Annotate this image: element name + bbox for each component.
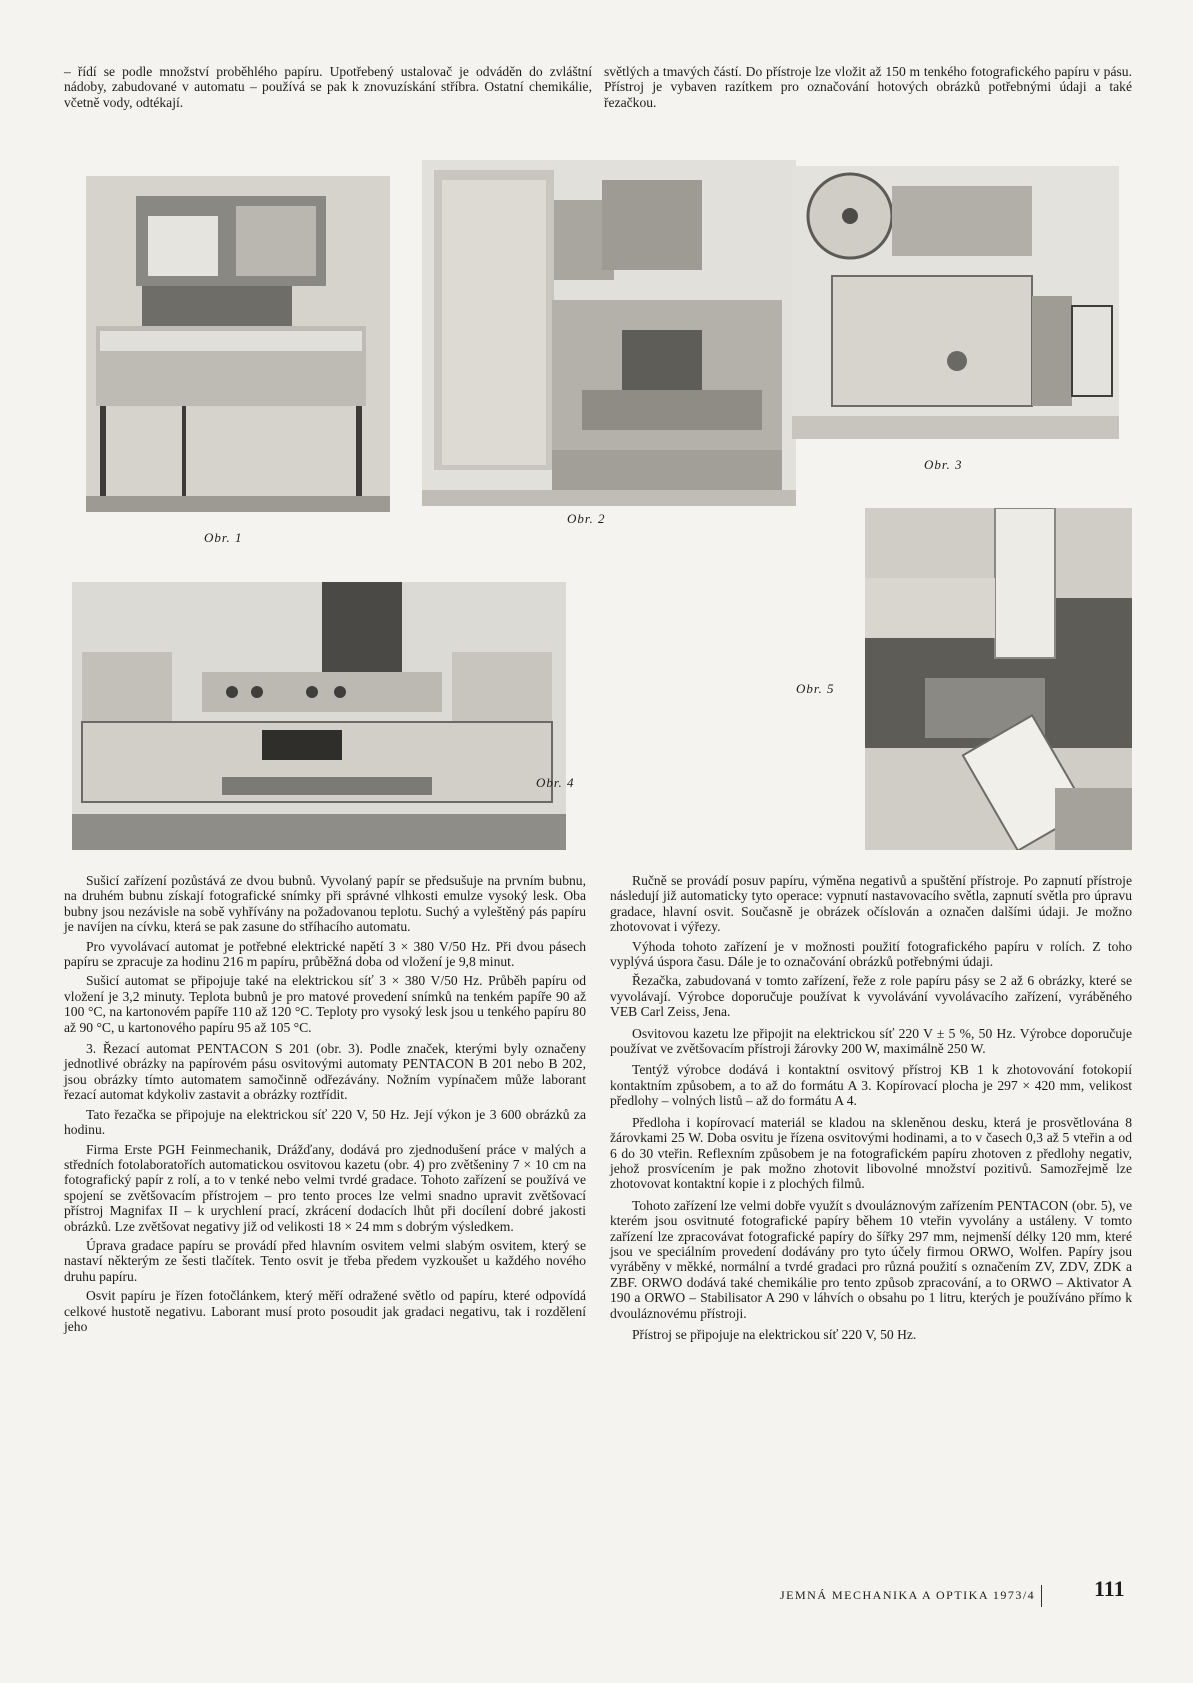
figure-5-caption: Obr. 5 xyxy=(796,681,835,696)
journal-name: JEMNÁ MECHANIKA A OPTIKA 1973/4 xyxy=(780,1587,1036,1602)
figure-4-photo xyxy=(72,582,566,850)
figure-2-photo xyxy=(422,160,796,506)
figure-3-photo xyxy=(792,166,1119,439)
journal-footer xyxy=(780,1585,1048,1607)
figure-4-caption: Obr. 4 xyxy=(536,775,575,790)
footer-divider xyxy=(1041,1585,1042,1607)
figure-2-caption: Obr. 2 xyxy=(567,511,606,526)
page-number: 111 xyxy=(1094,1576,1125,1601)
figure-3-caption: Obr. 3 xyxy=(924,457,963,472)
left-column-text: Sušicí zařízení pozůstává ze dvou bubnů. Vyvolaný papír se předsušuje na prvním bubnu, na druhém bubnu získají fotografické snímky při správné vlhkosti emulze vysoký lesk. Oba bubny jsou nezávisle na sobě vyhřívány na požadovanou teplotu. Suchý a vyleštěný pás papíru je navíjen na cívku, která se pak zasune do stříhacího automatu. Pro vyvolávací automat je potřebné elektrické napětí 3 × 380 V/50 Hz. Při dvou pásech papíru se zpracuje za hodinu 216 m papíru, průběžná doba od vložení je 9,8 minut. Sušicí automat se připojuje také na elektrickou síť 3 × 380 V/50 Hz. Průběh papíru od vložení je 3,2 minuty. Teplota bubnů je pro matové provedení snímků na tenkém papíře 90 až 100 °C, na kartonovém papíře 110 až 120 °C. Teploty pro vysoký lesk jsou u tenkého papíru 80 až 90 °C, u kartonového papíru 95 až 105 °C. 3. Řezací automat PENTACON S 201 (obr. 3). Podle značek, kterými byly označeny jednotlivé obrázky na papírovém pásu osvitovými automaty PENTACON B 201 nebo B 202, jsou obrázky tímto automatem samočinně odřezávány. Nožním vypínačem může laborant řezací automat kdykoliv zastavit a obrázky roztřídit. Tato řezačka se připojuje na elektrickou síť 220 V, 50 Hz. Její výkon je 3 600 obrázků za hodinu. Firma Erste PGH Feinmechanik, Drážďany, dodává pro zjednodušení práce v malých a středních fotolaboratořích automatickou osvitovou kazetu (obr. 4) pro zvětšeniny 7 × 10 cm na fotografický papír z rolí, a to v tenké nebo velmi tvrdé gradace. Tohoto zařízení se používá ve spojení se zvětšovacím přístrojem – pro tento proces lze velmi snadno upravit zvětšovací přístroj Magnifax II – k urychlení prací, zkrácení dodacích lhůt při docílení dobré jakosti obrázků. Lze zvětšovat negativy již od velikosti 18 × 24 mm s dobrým výsledkem. Úprava gradace papíru se provádí před hlavním osvitem velmi slabým osvitem, který se nastaví některým ze šesti tlačítek. Tento osvit je třeba předem vyzkoušet u každého nového druhu papíru. Osvit papíru je řízen fotočlánkem, který měří odražené světlo od papíru, které odpovídá celkové hustotě negativu. Laborant musí proto posoudit jak gradaci negativu, tak i rozdělení jeho xyxy=(64,873,586,1334)
figure-5-photo xyxy=(865,508,1132,850)
top-left-paragraph: – řídí se podle množství proběhlého papíru. Upotřebený ustalovač je odváděn do zvláštní nádoby, zabudované v automatu – používá se pak k znovuzískání stříbra. Ostatní chemikálie, včetně vody, odtékají. xyxy=(64,64,592,110)
right-column-text: Ručně se provádí posuv papíru, výměna negativů a spuštění přístroje. Po zapnutí přístroje následují již automaticky tyto operace: vypnutí nastavovacího světla, zapnutí světla pro úpravu gradace, hlavní osvit. Současně je obrázek očíslován a označen dalšími údaji. Je možno zhotovovat i výřezy. Výhoda tohoto zařízení je v možnosti použití fotografického papíru v rolích. Z toho vyplývá úspora času. Dále je to označování obrázků potřebnými údaji. Řezačka, zabudovaná v tomto zařízení, řeže z role papíru pásy se 2 až 6 obrázky, které se vyvolávají. Výrobce doporučuje používat k vyvolávání vyvolávacího zařízení, vyráběného VEB Carl Zeiss, Jena. Osvitovou kazetu lze připojit na elektrickou síť 220 V ± 5 %, 50 Hz. Výrobce doporučuje používat ve zvětšovacím přístroji žárovky 200 W, maximálně 250 W. Tentýž výrobce dodává i kontaktní osvitový přístroj KB 1 k zhotovování fotokopií kontaktním způsobem, a to až do formátu A 3. Kopírovací plocha je 297 × 420 mm, velikost předlohy – volných listů – až do formátu A 4. Předloha i kopírovací materiál se kladou na skleněnou desku, která je prosvětlována 8 žárovkami 25 W. Doba osvitu je řízena osvitovými hodinami, a to v časech 0,3 až 5 vteřin a od 6 do 30 vteřin. Reflexním způsobem je na fotografickém papíru zhotoven z předlohy negativ, jehož prosvícením je pak možno zhotovit libovolné množství pozitivů. Samozřejmě lze zhotovovat kontaktní kopie i z plochých filmů. Tohoto zařízení lze velmi dobře využít s dvouláznovým zařízením PENTACON (obr. 5), ve kterém jsou osvitnuté fotografické papíry během 10 vteřin vyvolány a ustáleny. V tomto zařízení lze zpracovávat fotografické papíry do šířky 297 mm, nejmenší délky 120 mm, které jsou ve speciálním provedení dodávány pro tyto účely firmou ORWO, Wolfen. Papíry jsou vyráběny v měkké, normální a tvrdé gradaci pro různá použití s označením ZV, ZDV, ZDK a ZBF. ORWO dodává také chemikálie pro tento způsob zpracování, a to ORWO – Aktivator A 190 a ORWO – Stabilisator A 290 v láhvích o obsahu po 1 litru, kterých je používáno přímo k dvouláznovému přístroji. Přístroj se připojuje na elektrickou síť 220 V, 50 Hz. xyxy=(610,873,1132,1342)
figure-1-caption: Obr. 1 xyxy=(204,530,243,545)
top-right-paragraph: světlých a tmavých částí. Do přístroje lze vložit až 150 m tenkého fotografického papíru v pásu. Přístroj je vybaven razítkem pro označování hotových obrázků potřebnými údaji a také řezačkou. xyxy=(604,64,1132,110)
figure-1-photo xyxy=(86,176,390,512)
